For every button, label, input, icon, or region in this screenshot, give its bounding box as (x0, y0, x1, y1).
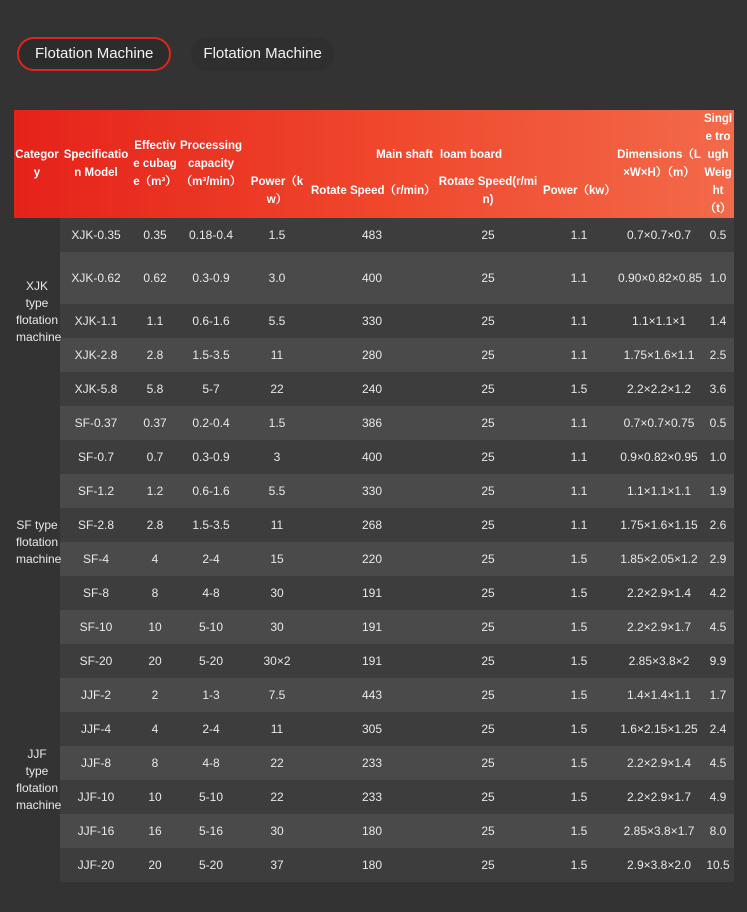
cell-model: JJF-8 (60, 746, 132, 780)
cell-power-loam: 1.1 (542, 440, 616, 474)
cell-cubage: 10 (132, 610, 178, 644)
cell-capacity: 5-20 (178, 644, 244, 678)
cell-model: XJK-1.1 (60, 304, 132, 338)
cell-cubage: 8 (132, 576, 178, 610)
cell-power-main: 15 (244, 542, 310, 576)
cell-rotate-speed-loam: 25 (434, 780, 542, 814)
cell-dimensions: 1.6×2.15×1.25 (616, 712, 702, 746)
cell-dimensions: 0.90×0.82×0.85 (616, 252, 702, 304)
cell-model: SF-20 (60, 644, 132, 678)
cell-rotate-speed-loam: 25 (434, 610, 542, 644)
cell-model: SF-1.2 (60, 474, 132, 508)
cell-power-loam: 1.1 (542, 218, 616, 252)
cell-model: JJF-10 (60, 780, 132, 814)
cell-cubage: 20 (132, 644, 178, 678)
cell-rotate-speed-loam: 25 (434, 678, 542, 712)
cell-model: SF-2.8 (60, 508, 132, 542)
cell-weight: 4.5 (702, 610, 734, 644)
cell-cubage: 1.2 (132, 474, 178, 508)
cell-rotate-speed-main: 191 (310, 644, 434, 678)
cell-dimensions: 1.85×2.05×1.2 (616, 542, 702, 576)
cell-weight: 2.5 (702, 338, 734, 372)
header-main-shaft: Main shaft (376, 149, 433, 161)
table-header (14, 110, 734, 218)
cell-power-loam: 1.5 (542, 610, 616, 644)
cell-capacity: 1.5-3.5 (178, 338, 244, 372)
cell-cubage: 5.8 (132, 372, 178, 406)
header-weight: Single trough Weight（t） (703, 113, 733, 215)
table-row (14, 218, 734, 252)
table-row (14, 576, 734, 610)
cell-power-loam: 1.5 (542, 814, 616, 848)
cell-weight: 1.7 (702, 678, 734, 712)
table-row (14, 304, 734, 338)
cell-capacity: 1-3 (178, 678, 244, 712)
table-row (14, 508, 734, 542)
cell-rotate-speed-main: 180 (310, 848, 434, 882)
table-row (14, 678, 734, 712)
cell-model: XJK-5.8 (60, 372, 132, 406)
cell-rotate-speed-main: 400 (310, 252, 434, 304)
cell-power-main: 11 (244, 508, 310, 542)
category-cell: SF type flotation machine (14, 406, 60, 678)
cell-power-loam: 1.5 (542, 644, 616, 678)
cell-power-loam: 1.5 (542, 712, 616, 746)
table-row (14, 848, 734, 882)
cell-weight: 1.9 (702, 474, 734, 508)
cell-dimensions: 2.2×2.2×1.2 (616, 372, 702, 406)
table-row (14, 644, 734, 678)
cell-model: SF-10 (60, 610, 132, 644)
table-row (14, 746, 734, 780)
cell-power-loam: 1.5 (542, 848, 616, 882)
cell-rotate-speed-main: 180 (310, 814, 434, 848)
cell-power-loam: 1.1 (542, 304, 616, 338)
cell-rotate-speed-main: 240 (310, 372, 434, 406)
header-rotate-speed-main: Rotate Speed（r/min） (311, 185, 436, 197)
cell-capacity: 5-7 (178, 372, 244, 406)
cell-power-main: 30 (244, 576, 310, 610)
cell-rotate-speed-loam: 25 (434, 712, 542, 746)
cell-power-main: 30 (244, 814, 310, 848)
cell-rotate-speed-loam: 25 (434, 474, 542, 508)
cell-cubage: 1.1 (132, 304, 178, 338)
cell-cubage: 0.62 (132, 252, 178, 304)
cell-cubage: 2.8 (132, 508, 178, 542)
cell-weight: 9.9 (702, 644, 734, 678)
header-processing-capacity: Processing capacity（m³/min） (180, 140, 242, 188)
cell-weight: 10.5 (702, 848, 734, 882)
table-row (14, 712, 734, 746)
cell-capacity: 0.6-1.6 (178, 304, 244, 338)
cell-weight: 1.0 (702, 440, 734, 474)
cell-capacity: 1.5-3.5 (178, 508, 244, 542)
cell-power-main: 1.5 (244, 218, 310, 252)
cell-rotate-speed-loam: 25 (434, 406, 542, 440)
cell-rotate-speed-main: 191 (310, 576, 434, 610)
header-spec-model: Specification Model (63, 149, 129, 179)
cell-rotate-speed-main: 233 (310, 746, 434, 780)
cell-power-loam: 1.5 (542, 780, 616, 814)
header-dimensions: Dimensions（L×W×H）（m） (617, 149, 701, 179)
cell-weight: 0.5 (702, 218, 734, 252)
cell-cubage: 20 (132, 848, 178, 882)
cell-rotate-speed-main: 268 (310, 508, 434, 542)
cell-weight: 2.9 (702, 542, 734, 576)
table-row (14, 338, 734, 372)
cell-power-main: 30 (244, 610, 310, 644)
cell-power-loam: 1.1 (542, 508, 616, 542)
cell-power-loam: 1.1 (542, 406, 616, 440)
cell-dimensions: 0.9×0.82×0.95 (616, 440, 702, 474)
cell-capacity: 2-4 (178, 542, 244, 576)
cell-weight: 2.4 (702, 712, 734, 746)
cell-rotate-speed-main: 400 (310, 440, 434, 474)
cell-rotate-speed-main: 483 (310, 218, 434, 252)
cell-power-main: 30×2 (244, 644, 310, 678)
cell-model: JJF-2 (60, 678, 132, 712)
cell-rotate-speed-loam: 25 (434, 252, 542, 304)
cell-dimensions: 2.85×3.8×2 (616, 644, 702, 678)
cell-cubage: 2 (132, 678, 178, 712)
cell-capacity: 0.3-0.9 (178, 440, 244, 474)
cell-cubage: 16 (132, 814, 178, 848)
cell-power-loam: 1.5 (542, 678, 616, 712)
cell-cubage: 10 (132, 780, 178, 814)
cell-rotate-speed-main: 220 (310, 542, 434, 576)
cell-power-main: 1.5 (244, 406, 310, 440)
cell-weight: 2.6 (702, 508, 734, 542)
cell-model: JJF-4 (60, 712, 132, 746)
cell-model: SF-4 (60, 542, 132, 576)
table-row (14, 610, 734, 644)
cell-model: XJK-2.8 (60, 338, 132, 372)
tab-flotation-machine-active[interactable]: Flotation Machine (17, 37, 171, 71)
cell-cubage: 8 (132, 746, 178, 780)
header-power-main: Power（kw） (250, 176, 304, 206)
table-row (14, 542, 734, 576)
cell-power-loam: 1.5 (542, 372, 616, 406)
cell-power-main: 5.5 (244, 304, 310, 338)
cell-rotate-speed-main: 233 (310, 780, 434, 814)
cell-rotate-speed-main: 386 (310, 406, 434, 440)
cell-power-loam: 1.5 (542, 746, 616, 780)
cell-capacity: 4-8 (178, 746, 244, 780)
cell-dimensions: 0.7×0.7×0.7 (616, 218, 702, 252)
cell-capacity: 5-10 (178, 780, 244, 814)
cell-power-main: 11 (244, 338, 310, 372)
cell-rotate-speed-loam: 25 (434, 814, 542, 848)
table-row (14, 372, 734, 406)
cell-capacity: 4-8 (178, 576, 244, 610)
cell-dimensions: 2.9×3.8×2.0 (616, 848, 702, 882)
cell-rotate-speed-loam: 25 (434, 644, 542, 678)
cell-rotate-speed-loam: 25 (434, 338, 542, 372)
cell-rotate-speed-main: 305 (310, 712, 434, 746)
cell-dimensions: 1.75×1.6×1.15 (616, 508, 702, 542)
cell-power-main: 37 (244, 848, 310, 882)
table-row (14, 252, 734, 304)
table-row (14, 780, 734, 814)
cell-cubage: 4 (132, 542, 178, 576)
cell-power-main: 22 (244, 780, 310, 814)
header-effective-cubage: Effective cubage（m³） (133, 140, 177, 188)
cell-rotate-speed-main: 443 (310, 678, 434, 712)
cell-power-loam: 1.1 (542, 474, 616, 508)
cell-weight: 8.0 (702, 814, 734, 848)
cell-capacity: 0.18-0.4 (178, 218, 244, 252)
cell-model: SF-0.7 (60, 440, 132, 474)
cell-capacity: 0.3-0.9 (178, 252, 244, 304)
cell-power-main: 3 (244, 440, 310, 474)
header-category: Category (15, 149, 59, 179)
table-row (14, 440, 734, 474)
cell-power-main: 5.5 (244, 474, 310, 508)
cell-weight: 4.9 (702, 780, 734, 814)
cell-power-main: 22 (244, 746, 310, 780)
cell-cubage: 0.35 (132, 218, 178, 252)
cell-model: JJF-16 (60, 814, 132, 848)
cell-cubage: 0.7 (132, 440, 178, 474)
cell-power-main: 11 (244, 712, 310, 746)
cell-weight: 3.6 (702, 372, 734, 406)
table-row (14, 814, 734, 848)
tab-bar (17, 37, 334, 71)
cell-model: XJK-0.35 (60, 218, 132, 252)
cell-power-main: 22 (244, 372, 310, 406)
cell-power-main: 3.0 (244, 252, 310, 304)
spec-table (14, 110, 734, 882)
cell-rotate-speed-loam: 25 (434, 218, 542, 252)
cell-capacity: 5-16 (178, 814, 244, 848)
cell-rotate-speed-loam: 25 (434, 304, 542, 338)
table-row (14, 406, 734, 440)
cell-dimensions: 0.7×0.7×0.75 (616, 406, 702, 440)
tab-flotation-machine[interactable]: Flotation Machine (191, 37, 333, 71)
cell-rotate-speed-loam: 25 (434, 440, 542, 474)
cell-cubage: 2.8 (132, 338, 178, 372)
cell-dimensions: 1.75×1.6×1.1 (616, 338, 702, 372)
cell-capacity: 2-4 (178, 712, 244, 746)
cell-cubage: 4 (132, 712, 178, 746)
cell-capacity: 5-20 (178, 848, 244, 882)
cell-weight: 4.2 (702, 576, 734, 610)
cell-cubage: 0.37 (132, 406, 178, 440)
cell-weight: 4.5 (702, 746, 734, 780)
cell-dimensions: 2.2×2.9×1.4 (616, 576, 702, 610)
cell-weight: 0.5 (702, 406, 734, 440)
header-loam-board: loam board (440, 149, 502, 161)
cell-power-main: 7.5 (244, 678, 310, 712)
cell-rotate-speed-main: 330 (310, 474, 434, 508)
cell-dimensions: 2.2×2.9×1.4 (616, 746, 702, 780)
category-cell: JJF type flotation machine (14, 678, 60, 882)
cell-capacity: 0.6-1.6 (178, 474, 244, 508)
cell-rotate-speed-loam: 25 (434, 848, 542, 882)
cell-rotate-speed-main: 330 (310, 304, 434, 338)
cell-dimensions: 1.1×1.1×1.1 (616, 474, 702, 508)
cell-rotate-speed-loam: 25 (434, 746, 542, 780)
cell-power-loam: 1.1 (542, 252, 616, 304)
cell-weight: 1.4 (702, 304, 734, 338)
cell-rotate-speed-main: 280 (310, 338, 434, 372)
cell-model: JJF-20 (60, 848, 132, 882)
cell-power-loam: 1.5 (542, 542, 616, 576)
cell-rotate-speed-loam: 25 (434, 372, 542, 406)
header-power-loam: Power（kw） (543, 185, 616, 197)
cell-power-loam: 1.1 (542, 338, 616, 372)
cell-rotate-speed-loam: 25 (434, 542, 542, 576)
cell-rotate-speed-loam: 25 (434, 576, 542, 610)
cell-model: XJK-0.62 (60, 252, 132, 304)
cell-weight: 1.0 (702, 252, 734, 304)
cell-capacity: 5-10 (178, 610, 244, 644)
table-row (14, 474, 734, 508)
table-body (14, 218, 734, 882)
cell-model: SF-8 (60, 576, 132, 610)
cell-rotate-speed-loam: 25 (434, 508, 542, 542)
cell-rotate-speed-main: 191 (310, 610, 434, 644)
cell-dimensions: 1.4×1.4×1.1 (616, 678, 702, 712)
header-rotate-speed-loam: Rotate Speed(r/min) (438, 176, 538, 206)
cell-dimensions: 1.1×1.1×1 (616, 304, 702, 338)
cell-power-loam: 1.5 (542, 576, 616, 610)
cell-dimensions: 2.85×3.8×1.7 (616, 814, 702, 848)
cell-dimensions: 2.2×2.9×1.7 (616, 780, 702, 814)
cell-capacity: 0.2-0.4 (178, 406, 244, 440)
category-cell: XJK type flotation machine (14, 218, 60, 406)
cell-model: SF-0.37 (60, 406, 132, 440)
cell-dimensions: 2.2×2.9×1.7 (616, 610, 702, 644)
